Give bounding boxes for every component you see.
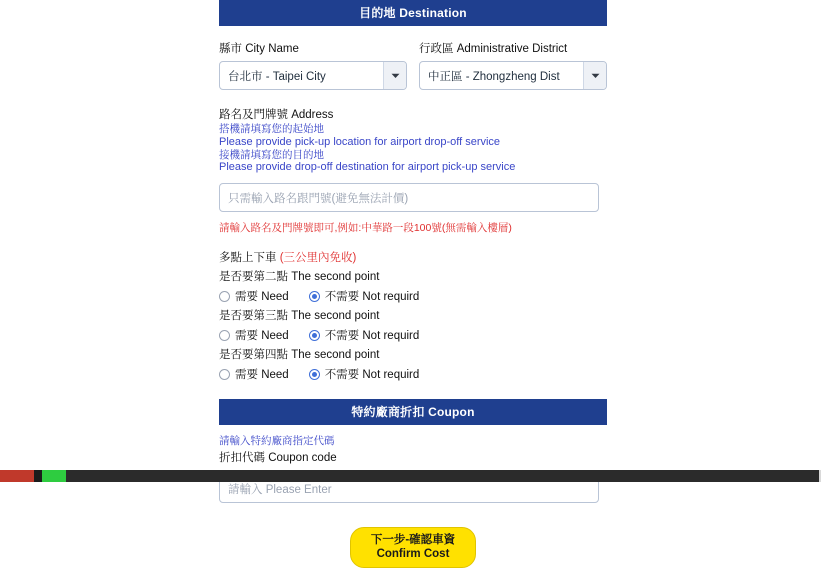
fourth-point-label: 是否要第四點 The second point xyxy=(219,349,380,361)
third-point-options xyxy=(219,327,607,343)
coupon-section-header: 特約廠商折扣 Coupon xyxy=(219,399,607,425)
address-hint-en-2: Please provide drop-off destination for airport pick-up service xyxy=(219,161,516,173)
third-point-not-required-option[interactable] xyxy=(309,327,420,343)
radio-icon[interactable] xyxy=(219,291,230,302)
city-field xyxy=(219,40,407,90)
radio-icon[interactable] xyxy=(309,369,320,380)
multi-stop-title-zh: 多點上下車 xyxy=(219,252,277,264)
fourth-point-not-required-option[interactable] xyxy=(309,366,420,382)
city-label: 縣市 City Name xyxy=(219,43,299,55)
taskbar-empty-area[interactable] xyxy=(66,470,819,482)
third-point-need-option[interactable] xyxy=(219,327,289,343)
multi-stop-title-note: (三公里內免收) xyxy=(279,252,357,264)
city-select-value: 台北市 - Taipei City xyxy=(228,70,326,83)
taskbar-item-red[interactable] xyxy=(0,470,34,482)
address-hint-zh-2: 接機請填寫您的目的地 xyxy=(219,148,324,161)
district-select-value: 中正區 - Zhongzheng Dist xyxy=(428,70,560,83)
confirm-cost-button[interactable] xyxy=(350,527,476,568)
coupon-input-placeholder: 請輸入 Please Enter xyxy=(228,483,332,496)
third-point-not-required-label: 不需要 Not requird xyxy=(324,330,420,342)
district-select[interactable] xyxy=(419,61,607,90)
form-column xyxy=(219,0,607,568)
destination-section-header: 目的地 Destination xyxy=(219,0,607,26)
radio-icon[interactable] xyxy=(219,369,230,380)
coupon-hint: 請輸入特約廠商指定代碼 xyxy=(219,435,335,447)
address-hint-en-1: Please provide pick-up location for airport drop-off service xyxy=(219,135,501,148)
address-warning-text: 請輸入路名及門牌號即可,例如:中華路一段100號(無需輸入樓層) xyxy=(219,222,512,234)
chevron-down-icon[interactable] xyxy=(583,62,606,89)
taskbar-divider xyxy=(34,470,42,482)
fourth-point-need-option[interactable] xyxy=(219,366,289,382)
second-point-label: 是否要第二點 The second point xyxy=(219,271,380,283)
address-block xyxy=(219,106,607,235)
taskbar-item-green[interactable] xyxy=(42,470,66,482)
second-point-options xyxy=(219,288,607,304)
district-field xyxy=(419,40,607,90)
address-input[interactable] xyxy=(219,183,599,212)
confirm-cost-line1: 下一步-確認車資 xyxy=(370,534,456,546)
address-hint-zh-1: 搭機請填寫您的起始地 xyxy=(219,123,324,135)
os-taskbar[interactable] xyxy=(0,470,821,482)
submit-row xyxy=(219,527,607,568)
third-point-need-label: 需要 Need xyxy=(235,330,289,342)
city-district-row xyxy=(219,40,607,90)
coupon-label: 折扣代碼 Coupon code xyxy=(219,452,337,464)
fourth-point-not-required-label: 不需要 Not requird xyxy=(324,369,420,381)
second-point-need-label: 需要 Need xyxy=(235,291,289,303)
radio-icon[interactable] xyxy=(309,291,320,302)
district-label: 行政區 Administrative District xyxy=(419,43,568,55)
chevron-down-icon[interactable] xyxy=(383,62,406,89)
city-select[interactable] xyxy=(219,61,407,90)
fourth-point-options xyxy=(219,366,607,382)
radio-icon[interactable] xyxy=(309,330,320,341)
second-point-not-required-option[interactable] xyxy=(309,288,420,304)
address-input-placeholder: 只需輸入路名跟門號(避免無法計價) xyxy=(228,192,409,205)
radio-icon[interactable] xyxy=(219,330,230,341)
fourth-point-need-label: 需要 Need xyxy=(235,369,289,381)
address-label: 路名及門牌號 Address xyxy=(219,109,334,121)
confirm-cost-line2: Confirm Cost xyxy=(376,548,450,560)
multi-stop-title xyxy=(219,249,607,265)
third-point-label: 是否要第三點 The second point xyxy=(219,310,380,322)
second-point-not-required-label: 不需要 Not requird xyxy=(324,291,420,303)
multi-stop-block xyxy=(219,249,607,382)
second-point-need-option[interactable] xyxy=(219,288,289,304)
